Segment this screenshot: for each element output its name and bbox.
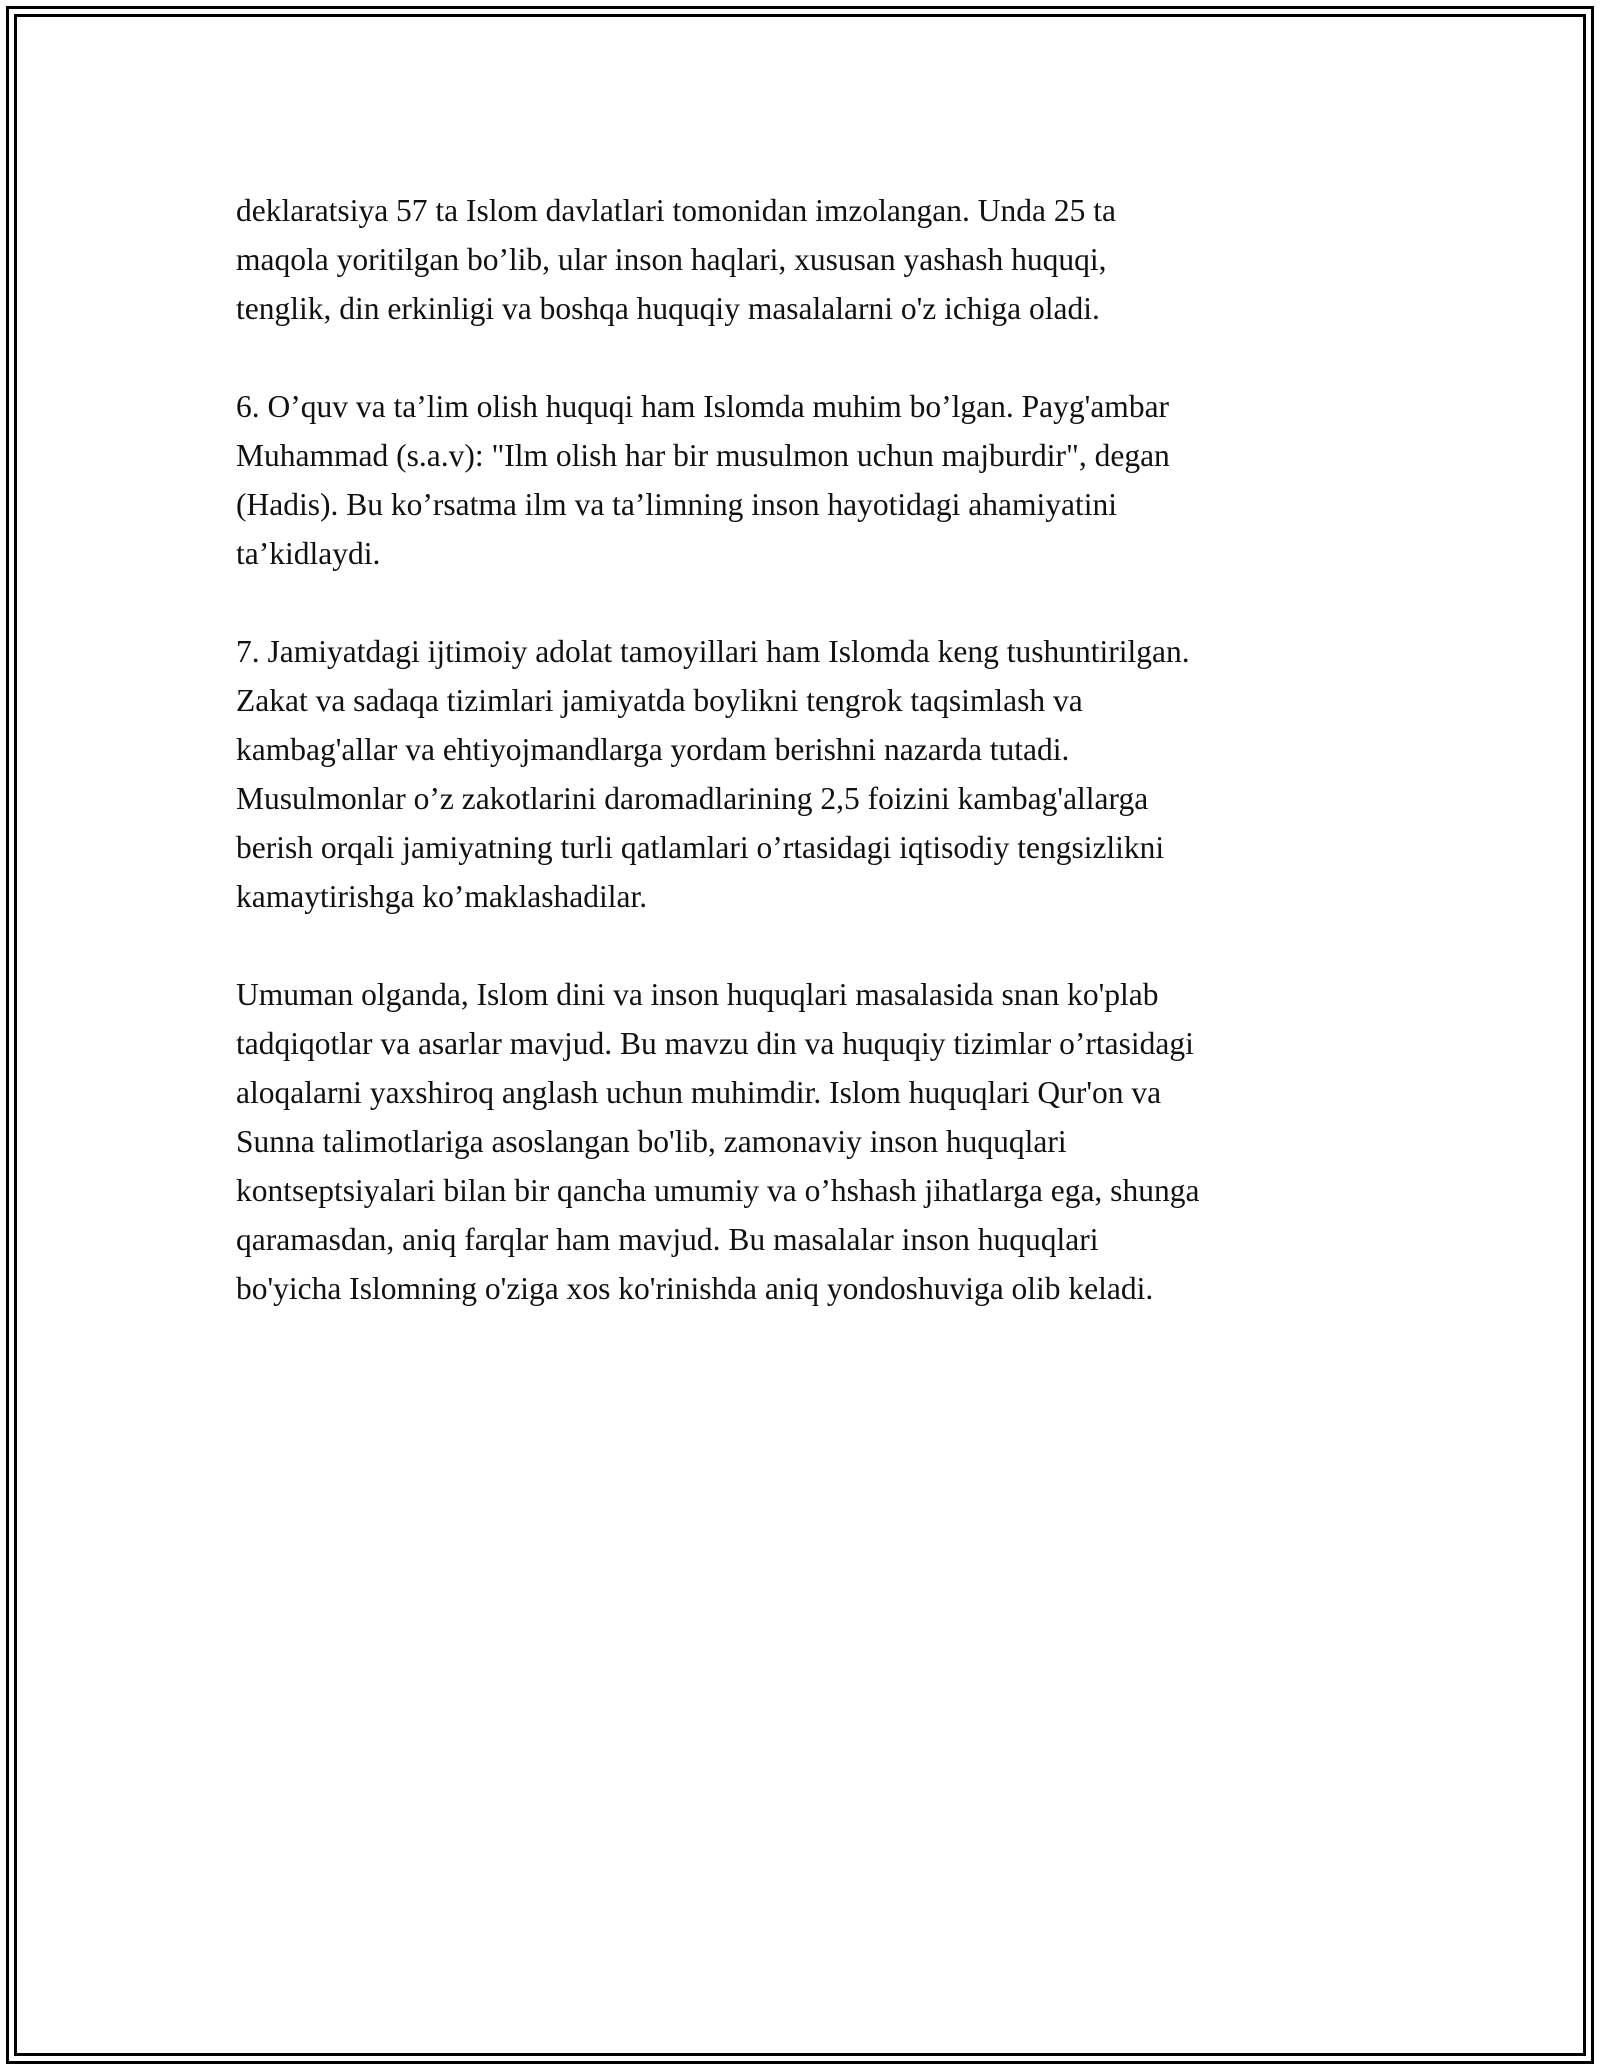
text-line: qaramasdan, aniq farqlar ham mavjud. Bu masalalar inson huquqlari	[236, 1222, 1099, 1257]
text-line: Umuman olganda, Islom dini va inson huquqlari masalasida snan ko'plab	[236, 977, 1159, 1012]
text-line: (Hadis). Bu ko’rsatma ilm va ta’limning inson hayotidagi ahamiyatini	[236, 487, 1117, 522]
paragraph-social-justice	[236, 627, 1376, 921]
text-line: berish orqali jamiyatning turli qatlamlari o’rtasidagi iqtisodiy tengsizlikni	[236, 830, 1165, 865]
text-line: deklaratsiya 57 ta Islom davlatlari tomonidan imzolangan. Unda 25 ta	[236, 193, 1117, 228]
text-line: bo'yicha Islomning o'ziga xos ko'rinishda aniq yondoshuviga olib keladi.	[236, 1271, 1154, 1306]
text-line: 6. O’quv va ta’lim olish huquqi ham Islomda muhim bo’lgan. Payg'ambar	[236, 389, 1170, 424]
text-line: tenglik, din erkinligi va boshqa huquqiy masalalarni o'z ichiga oladi.	[236, 291, 1100, 326]
text-line: Zakat va sadaqa tizimlari jamiyatda boylikni tengrok taqsimlash va	[236, 683, 1083, 718]
text-line: maqola yoritilgan bo’lib, ular inson haqlari, xususan yashash huquqi,	[236, 242, 1107, 277]
text-line: kontseptsiyalari bilan bir qancha umumiy va o’hshash jihatlarga ega, shunga	[236, 1173, 1200, 1208]
text-line: ta’kidlaydi.	[236, 536, 381, 571]
text-line: kambag'allar va ehtiyojmandlarga yordam berishni nazarda tutadi.	[236, 732, 1070, 767]
paragraph-education-right	[236, 382, 1376, 578]
paragraph-declaration	[236, 186, 1376, 333]
document-body	[236, 186, 1376, 1362]
text-line: Muhammad (s.a.v): "Ilm olish har bir musulmon uchun majburdir", degan	[236, 438, 1170, 473]
paragraph-conclusion	[236, 970, 1376, 1313]
text-line: 7. Jamiyatdagi ijtimoiy adolat tamoyillari ham Islomda keng tushuntirilgan.	[236, 634, 1190, 669]
text-line: Musulmonlar o’z zakotlarini daromadlarining 2,5 foizini kambag'allarga	[236, 781, 1149, 816]
text-line: tadqiqotlar va asarlar mavjud. Bu mavzu din va huquqiy tizimlar o’rtasidagi	[236, 1026, 1194, 1061]
text-line: aloqalarni yaxshiroq anglash uchun muhimdir. Islom huquqlari Qur'on va	[236, 1075, 1162, 1110]
text-line: Sunna talimotlariga asoslangan bo'lib, zamonaviy inson huquqlari	[236, 1124, 1067, 1159]
text-line: kamaytirishga ko’maklashadilar.	[236, 879, 648, 914]
